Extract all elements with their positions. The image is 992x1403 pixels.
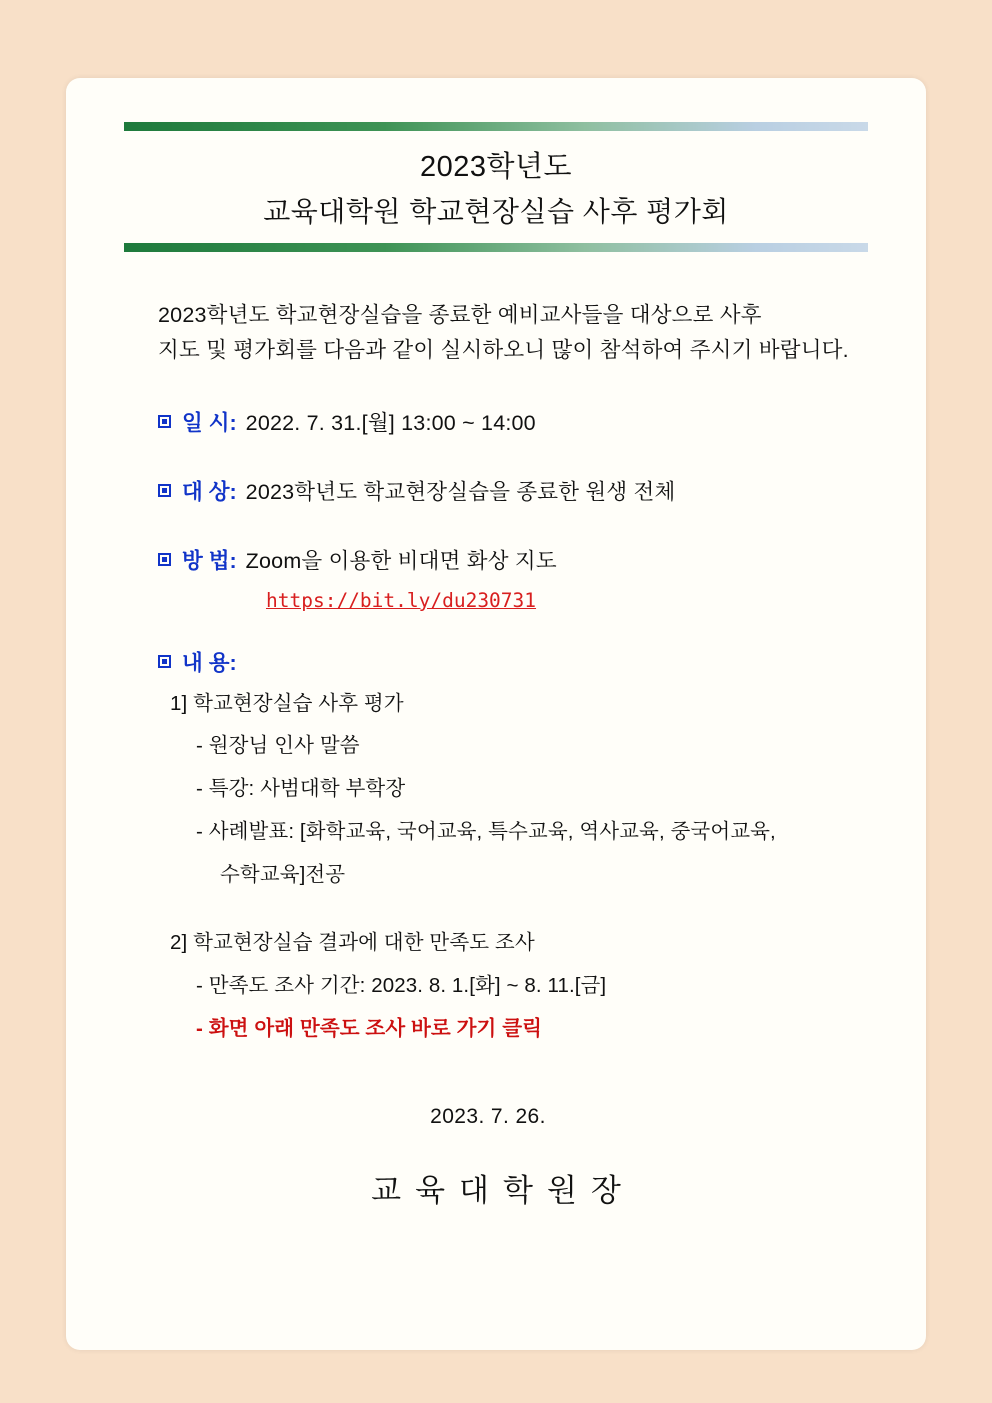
field-value-method: Zoom을 이용한 비대면 화상 지도	[245, 548, 557, 573]
notice-page	[66, 78, 926, 1350]
intro-paragraph	[96, 298, 896, 368]
content-section	[96, 646, 896, 1045]
list-item: 수학교육]전공	[220, 862, 346, 886]
field-datetime	[96, 406, 896, 437]
list-item: - 원장님 인사 말씀	[196, 734, 360, 758]
intro-line-1: 2023학년도 학교현장실습을 종료한 예비교사들을 대상으로 사후	[158, 303, 762, 327]
list-item: 2] 학교현장실습 결과에 대한 만족도 조사	[170, 931, 535, 955]
title-lines	[124, 131, 868, 243]
field-method	[96, 544, 896, 575]
list-spacer	[158, 890, 896, 916]
square-bullet-icon	[158, 553, 171, 566]
square-bullet-icon	[158, 484, 171, 497]
divider-bottom	[124, 243, 868, 252]
field-label-content: 내 용:	[182, 650, 237, 675]
field-label-method: 방 법:	[182, 548, 237, 573]
page-title-line-2: 교육대학원 학교현장실습 사후 평가회	[263, 195, 729, 227]
zoom-meeting-link[interactable]: https://bit.ly/du230731	[266, 588, 537, 612]
divider-top	[124, 122, 868, 131]
issuer-signature: 교육대학원장	[371, 1172, 635, 1208]
page-title-line-1: 2023학년도	[419, 151, 573, 183]
title-block	[124, 122, 868, 252]
list-item: - 만족도 조사 기간: 2023. 8. 1.[화] ~ 8. 11.[금]	[196, 974, 607, 998]
list-item-emphasis: - 화면 아래 만족도 조사 바로 가기 클릭	[196, 1016, 543, 1040]
list-item: - 사례발표: [화학교육, 국어교육, 특수교육, 역사교육, 중국어교육,	[196, 819, 776, 843]
field-value-audience: 2023학년도 학교현장실습을 종료한 원생 전체	[245, 479, 676, 504]
field-value-datetime: 2022. 7. 31.[월] 13:00 ~ 14:00	[245, 410, 536, 435]
issue-date: 2023. 7. 26.	[430, 1104, 546, 1128]
square-bullet-icon	[158, 415, 171, 428]
notice-body	[96, 298, 896, 1210]
field-label-audience: 대 상:	[182, 479, 237, 504]
intro-line-2: 지도 및 평가회를 다음과 같이 실시하오니 많이 참석하여 주시기 바랍니다.	[158, 337, 849, 362]
list-item: 1] 학교현장실습 사후 평가	[170, 691, 404, 715]
zoom-link-row[interactable]	[96, 589, 896, 612]
list-item: - 특강: 사범대학 부학장	[196, 777, 406, 801]
field-audience	[96, 475, 896, 506]
field-label-datetime: 일 시:	[182, 410, 237, 435]
square-bullet-icon	[158, 655, 171, 668]
content-heading	[158, 646, 896, 677]
